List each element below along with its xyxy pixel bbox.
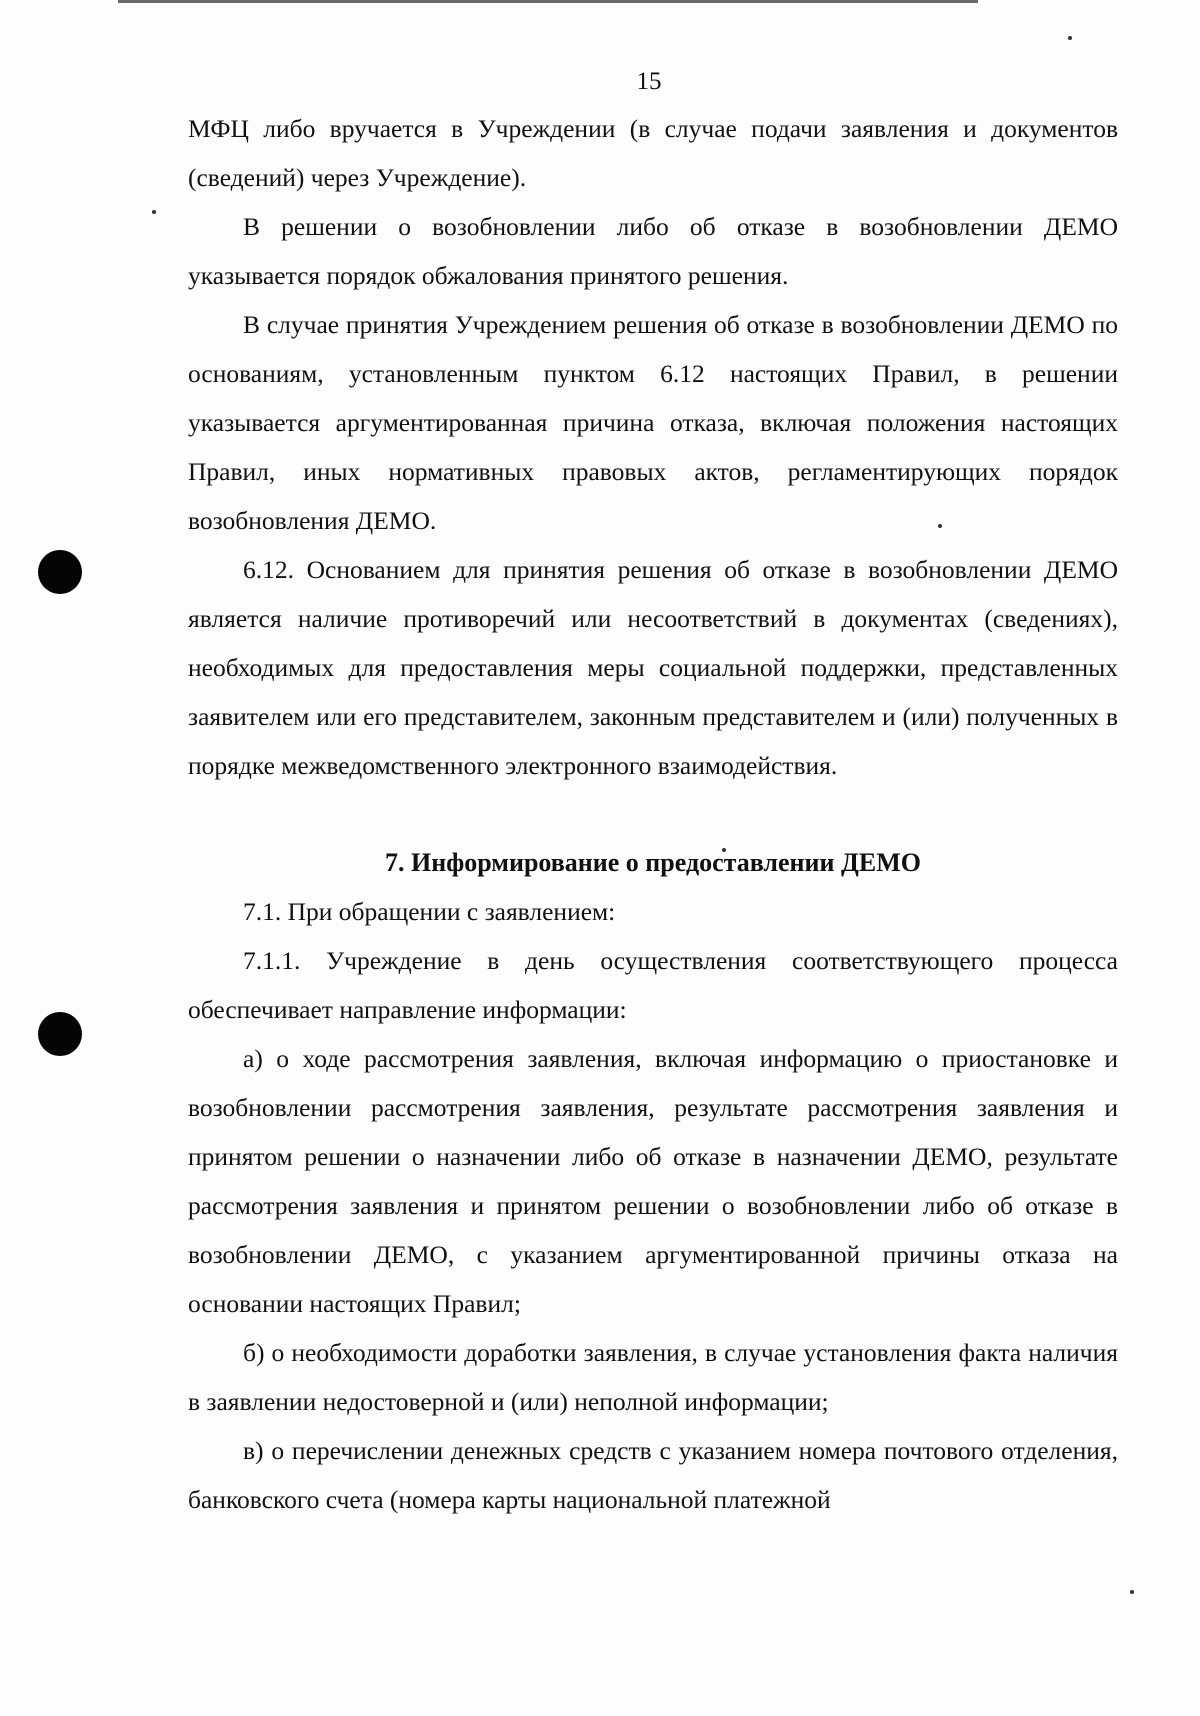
paragraphs-before-heading bbox=[188, 104, 1118, 790]
punch-hole-bottom bbox=[38, 1012, 82, 1056]
paragraphs-after-heading bbox=[188, 887, 1118, 1524]
body-paragraph: МФЦ либо вручается в Учреждении (в случае подачи заявления и документов (сведений) через Учреждение). bbox=[188, 114, 1118, 192]
scan-top-edge-line bbox=[118, 0, 978, 3]
body-paragraph: в) о перечислении денежных средств с указанием номера почтового отделения, банковского счета (номера карты национальной платежной bbox=[188, 1436, 1118, 1514]
body-paragraph: 7.1.1. Учреждение в день осуществления соответствующего процесса обеспечивает направление информации: bbox=[188, 946, 1118, 1024]
body-paragraph: 7.1. При обращении с заявлением: bbox=[243, 897, 616, 926]
body-paragraph: а) о ходе рассмотрения заявления, включая информацию о приостановке и возобновлении рассмотрения заявления, результате рассмотрения заявления и принятом решении о назначении либо об отказе в назначении ДЕМО, результате рассмотрения заявления и принятом решении о возобновлении либо об отказе в возобновлении ДЕМО, с указанием аргументированной причины отказа на основании настоящих Правил; bbox=[188, 1044, 1118, 1318]
body-paragraph: 6.12. Основанием для принятия решения об отказе в возобновлении ДЕМО является наличие противоречий или несоответствий в документах (сведениях), необходимых для предоставления меры социальной поддержки, представленных заявителем или его представителем, законным представителем и (или) полученных в порядке межведомственного электронного взаимодействия. bbox=[188, 555, 1118, 780]
body-paragraph: В случае принятия Учреждением решения об отказе в возобновлении ДЕМО по основаниям, установленным пунктом 6.12 настоящих Правил, в решении указывается аргументированная причина отказа, включая положения настоящих Правил, иных нормативных правовых актов, регламентирующих порядок возобновления ДЕМО. bbox=[188, 310, 1118, 535]
body-paragraph: В решении о возобновлении либо об отказе в возобновлении ДЕМО указывается порядок обжалования принятого решения. bbox=[188, 212, 1118, 290]
document-body bbox=[188, 104, 1118, 1524]
section-heading: 7. Информирование о предоставлении ДЕМО bbox=[385, 848, 921, 877]
scan-speck bbox=[152, 210, 156, 214]
body-paragraph: б) о необходимости доработки заявления, в случае установления факта наличия в заявлении недостоверной и (или) неполной информации; bbox=[188, 1338, 1118, 1416]
scan-speck bbox=[1130, 1590, 1134, 1594]
punch-hole-top bbox=[38, 550, 82, 594]
scan-speck bbox=[1068, 36, 1072, 40]
page-number: 15 bbox=[636, 68, 662, 95]
